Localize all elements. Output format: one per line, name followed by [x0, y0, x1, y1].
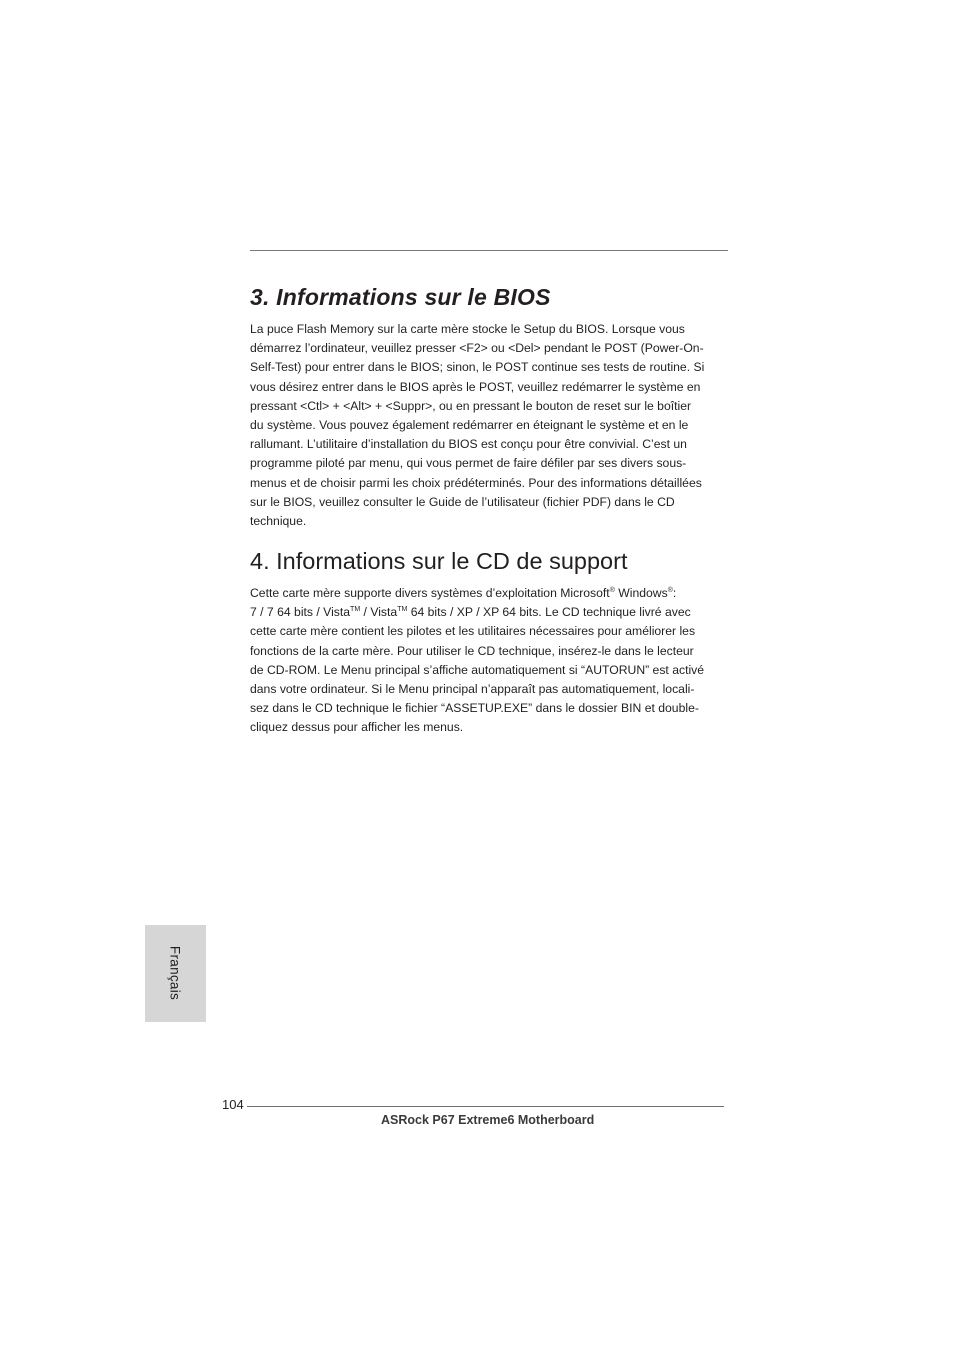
paragraph-line: technique.: [250, 513, 307, 528]
paragraph-line: fonctions de la carte mère. Pour utiliser le CD technique, insérez-le dans le lecteur: [250, 643, 694, 658]
os-support-text: Cette carte mère supporte divers systèmes d’exploitation Microsoft: [250, 586, 610, 600]
paragraph-line: cliquez dessus pour afficher les menus.: [250, 720, 464, 735]
paragraph-line: dans votre ordinateur. Si le Menu principal n’apparaît pas automatiquement, locali-: [250, 681, 695, 696]
paragraph-line: [250, 603, 730, 622]
paragraph-line: Self-Test) pour entrer dans le BIOS; sinon, le POST continue ses tests de routine. Si: [250, 360, 705, 375]
paragraph-line: menus et de choisir parmi les choix prédéterminés. Pour des informations détaillées: [250, 475, 702, 490]
paragraph-line: vous désirez entrer dans le BIOS après le POST, veuillez redémarrer le système en: [250, 379, 701, 394]
page-number: 104: [222, 1097, 244, 1112]
paragraph-line: rallumant. L’utilitaire d’installation du BIOS est conçu pour être convivial. C’est un: [250, 437, 687, 452]
registered-mark: ®: [667, 586, 673, 594]
windows-text: Windows: [614, 586, 668, 600]
paragraph-line: démarrez l’ordinateur, veuillez presser <F2> ou <Del> pendant le POST (Power-On-: [250, 341, 704, 356]
paragraph-line: cette carte mère contient les pilotes et les utilitaires nécessaires pour améliorer les: [250, 624, 696, 639]
footer-title: ASRock P67 Extreme6 Motherboard: [381, 1113, 595, 1127]
colon-text: :: [672, 586, 677, 600]
os-list-text: 64 bits / XP / XP 64 bits. Le CD technique livré avec: [407, 605, 691, 620]
language-side-tab: [145, 925, 206, 1022]
trademark-mark: TM: [350, 606, 361, 614]
paragraph-line: pressant <Ctl> + <Alt> + <Suppr>, ou en pressant le bouton de reset sur le boîtier: [250, 398, 692, 413]
top-divider: [250, 250, 728, 251]
paragraph-line: programme piloté par menu, qui vous permet de faire défiler par ses divers sous-: [250, 456, 687, 471]
language-tab-label: Français: [167, 945, 183, 1001]
bios-section-heading: 3. Informations sur le BIOS: [250, 284, 551, 310]
paragraph-line: sez dans le CD technique le fichier “ASSETUP.EXE” dans le dossier BIN et double-: [250, 701, 699, 716]
os-list-text: 7 / 7 64 bits / Vista: [250, 605, 351, 620]
paragraph-line: sur le BIOS, veuillez consulter le Guide de l’utilisateur (fichier PDF) dans le CD: [250, 494, 675, 509]
paragraph-line: La puce Flash Memory sur la carte mère stocke le Setup du BIOS. Lorsque vous: [250, 322, 685, 336]
paragraph-line: de CD-ROM. Le Menu principal s’affiche automatiquement si “AUTORUN” est activé: [250, 662, 705, 677]
paragraph-line: [250, 584, 730, 603]
registered-mark: ®: [609, 586, 615, 594]
cd-section-heading: 4. Informations sur le CD de support: [250, 548, 628, 574]
trademark-mark: TM: [397, 606, 408, 614]
cd-section-paragraph: [250, 584, 730, 738]
footer-divider: [247, 1106, 724, 1107]
bios-section-paragraph: [250, 320, 730, 531]
paragraph-line: du système. Vous pouvez également redémarrer en éteignant le système et en le: [250, 417, 689, 432]
os-list-text: / Vista: [360, 605, 398, 620]
